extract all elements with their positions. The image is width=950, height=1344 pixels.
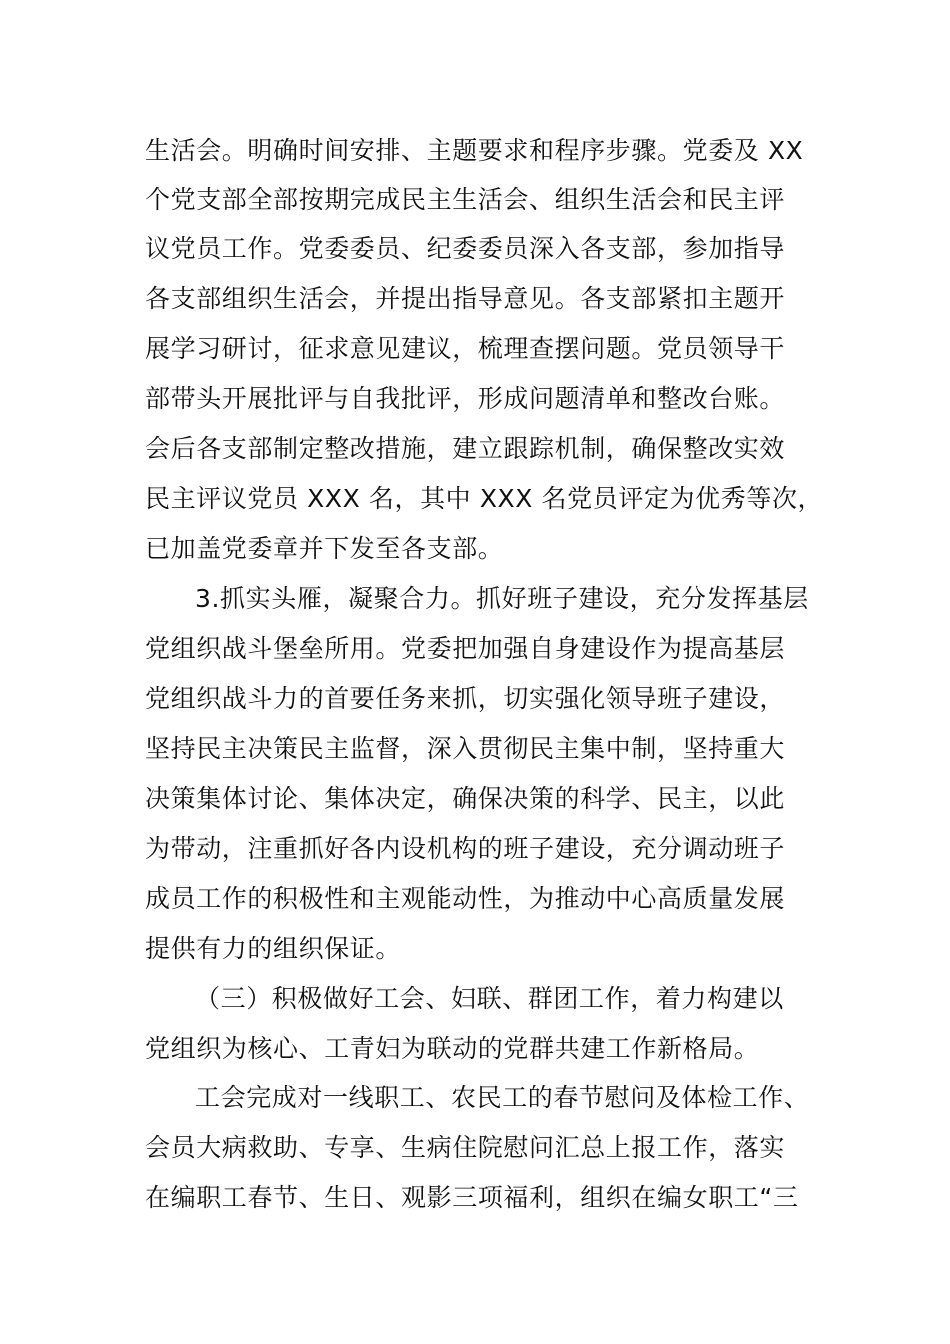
text-line: 会员大病救助、专享、生病住院慰问汇总上报工作，落实 [145,1133,786,1162]
text-line: 展学习研讨，征求意见建议，梳理查摆问题。党员领导干 [145,334,786,363]
text-line: 各支部组织生活会，并提出指导意见。各支部紧扣主题开 [145,284,786,313]
text-line: 坚持民主决策民主监督，深入贯彻民主集中制，坚持重大 [145,734,786,763]
section-heading-line: 党组织为核心、工青妇为联动的党群共建工作新格局。 [145,1034,760,1063]
text-line: 党组织战斗堡垒所用。党委把加强自身建设作为提高基层 [145,634,786,663]
text-line: 提供有力的组织保证。 [145,934,402,963]
text-line: 党组织战斗力的首要任务来抓，切实强化领导班子建设， [145,684,786,713]
text-line: 决策集体讨论、集体决定，确保决策的科学、民主，以此 [145,784,786,813]
text-line: 为带动，注重抓好各内设机构的班子建设，充分调动班子 [145,834,786,863]
text-line: 已加盖党委章并下发至各支部。 [145,534,504,563]
paragraph-first-line: 3.抓实头雁，凝聚合力。抓好班子建设，充分发挥基层 [195,584,809,613]
text-line: 部带头开展批评与自我批评，形成问题清单和整改台账。 [145,384,786,413]
text-line: 议党员工作。党委委员、纪委委员深入各支部，参加指导 [145,234,786,263]
text-line: 民主评议党员 XXX 名，其中 XXX 名党员评定为优秀等次， [145,484,824,513]
text-line: 生活会。明确时间安排、主题要求和程序步骤。党委及 XX [145,136,804,165]
text-line: 在编职工春节、生日、观影三项福利，组织在编女职工“三 [145,1183,799,1212]
text-line: 个党支部全部按期完成民主生活会、组织生活会和民主评 [145,185,786,214]
section-heading-line: （三）积极做好工会、妇联、群团工作，着力构建以 [195,984,784,1013]
text-line: 会后各支部制定整改措施，建立跟踪机制，确保整改实效 [145,434,786,463]
paragraph-first-line: 工会完成对一线职工、农民工的春节慰问及体检工作、 [195,1083,810,1112]
text-line: 成员工作的积极性和主观能动性，为推动中心高质量发展 [145,884,786,913]
